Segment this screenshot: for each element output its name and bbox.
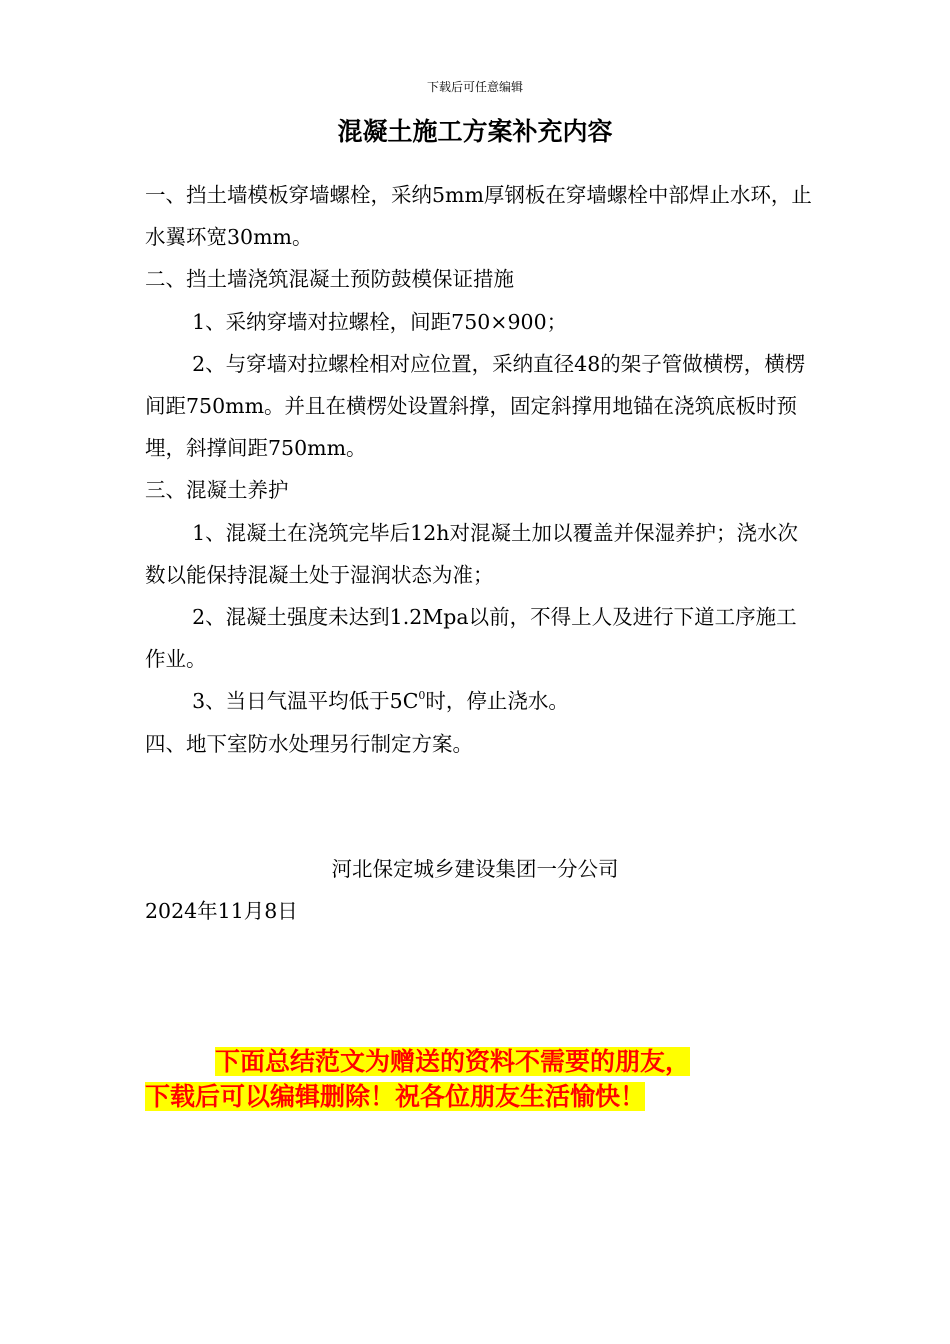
section-three-item-1: 1、混凝土在浇筑完毕后12h对混凝土加以覆盖并保湿养护；浇水次数以能保持混凝土处于湿润状态为准； xyxy=(145,520,798,587)
company-name: 河北保定城乡建设集团一分公司 xyxy=(331,857,619,881)
header-note: 下载后可任意编辑 xyxy=(426,80,523,94)
temperature-text-before: 3、当日气温平均低于5C xyxy=(192,689,419,714)
gift-notice-line-1-text: 下面总结范文为赠送的资料不需要的朋友， xyxy=(215,1047,691,1076)
gift-notice-line-2 xyxy=(145,1079,805,1114)
section-two-heading: 二、挡土墙浇筑混凝土预防鼓模保证措施 xyxy=(145,267,514,292)
gift-notice-line-2-text: 下载后可以编辑删除！祝各位朋友生活愉快！ xyxy=(145,1082,646,1111)
section-one-paragraph: 一、挡土墙模板穿墙螺栓，采纳5mm厚钢板在穿墙螺栓中部焊止水环，止水翼环宽30mm。 xyxy=(145,183,812,250)
gift-notice-line-1 xyxy=(145,1044,805,1079)
section-two-item-2: 2、与穿墙对拉螺栓相对应位置，采纳直径48的架子管做横楞，横楞间距750mm。并且在横楞处设置斜撑，固定斜撑用地锚在浇筑底板时预埋，斜撑间距750mm。 xyxy=(145,351,806,461)
section-three-item-2: 2、混凝土强度未达到1.2Mpa以前，不得上人及进行下道工序施工作业。 xyxy=(145,605,797,672)
document-date: 2024年11月8日 xyxy=(145,899,298,923)
document-title: 混凝土施工方案补充内容 xyxy=(337,117,613,146)
section-three-item-3 xyxy=(145,680,815,722)
gift-notice xyxy=(145,1044,805,1114)
temperature-text-after: 时，停止浇水。 xyxy=(425,689,569,714)
section-two-item-1: 1、采纳穿墙对拉螺栓，间距750×900； xyxy=(192,309,568,334)
section-three-heading: 三、混凝土养护 xyxy=(145,478,289,503)
temperature-superscript: 0 xyxy=(418,689,426,703)
document-body xyxy=(145,174,815,765)
section-four-paragraph: 四、地下室防水处理另行制定方案。 xyxy=(145,731,473,756)
